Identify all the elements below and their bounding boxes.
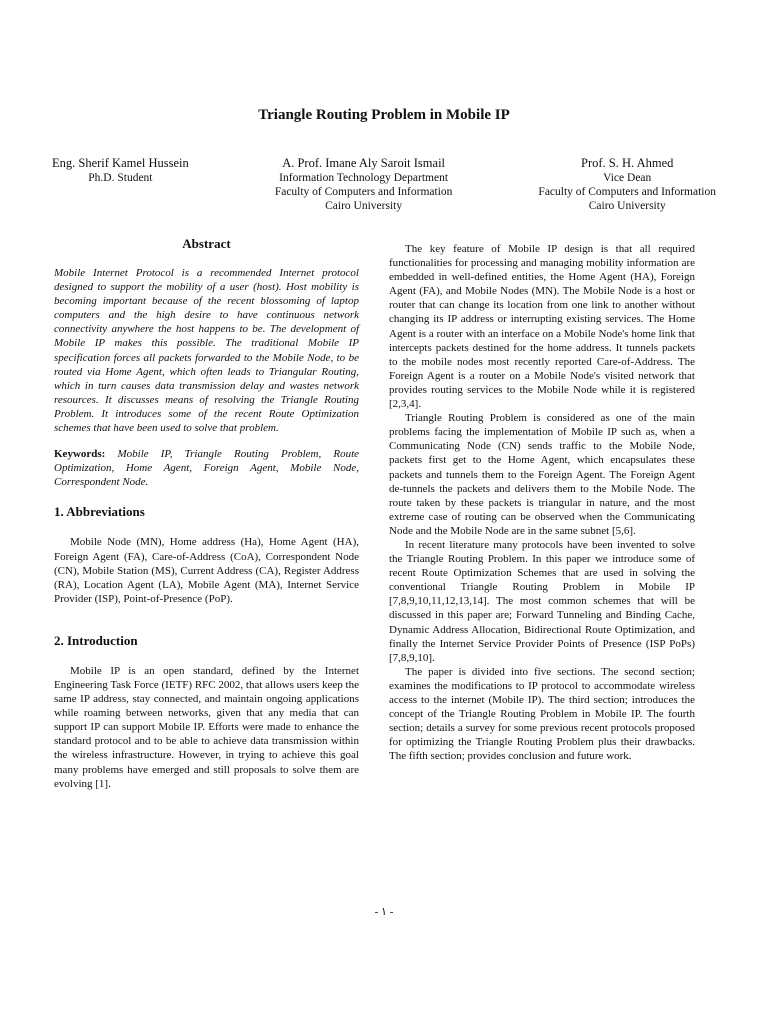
introduction-paragraph: In recent literature many protocols have been invented to solve the Triangle Routing Problem. In this paper we introduce some of recent Route Optimization Schemes that are used in solving the conventional Triangle Routing Problem in Mobile IP [7,8,9,10,11,12,13,14]. The most common schemes that will be discussed in this paper are; Forward Tunneling and Binding Cache, Dynamic Address Allocation, Bidirectional Route Optimization, and finally the Internet Service Provider Points of Presence (ISP PoPs) [7,8,9,10]. [389, 538, 695, 664]
right-column [389, 242, 695, 763]
author-1-name: Eng. Sherif Kamel Hussein [52, 156, 189, 170]
author-2-affiliation-line: Cairo University [325, 200, 403, 212]
abstract-heading: Abstract [182, 236, 231, 251]
keywords-paragraph [54, 447, 359, 489]
author-3-affiliation-line: Faculty of Computers and Information [538, 186, 716, 198]
abstract-body: Mobile Internet Protocol is a recommended Internet protocol designed to support the mobility of a user (host). Host mobility is becoming important because of the recent blossoming of laptop computers and the high desire to have continuous network connectivity anywhere the host happens to be. The development of Mobile IP makes this possible. The traditional Mobile IP specification forces all packets forwarded to the Mobile Node, to be routed via Home Agent, which often leads to Triangular Routing, which in turn causes data transmission delay and wastes network resources. It discusses means of resolving the Triangle Routing Problem. It introduces some of the recent Route Optimization schemes that have been used to solve that problem. [54, 267, 359, 435]
introduction-paragraph: The paper is divided into five sections. The second section; examines the modifications to IP protocol to accommodate wireless access to the internet (Mobile IP). The third section; introduces the concept of the Triangle Routing Problem in Mobile IP. The fourth section; details a survey for some previous recent protocols proposed for optimizing the Triangle Routing Problem plus their drawbacks. The fifth section; provides conclusion and future work. [389, 665, 695, 763]
introduction-heading: 2. Introduction [54, 632, 138, 648]
introduction-paragraph: Triangle Routing Problem is considered as one of the main problems facing the implementation of Mobile IP such as, when a Communicating Node (CN) sends traffic to the Mobile Node, packets first get to the Home Agent, which encapsulates these packets and tunnels them to the Foreign Agent. The Foreign Agent de-tunnels the packets and delivers them to the Mobile Node. The route taken by these packets is triangular in nature, and the most extreme case of routing can be observed when the Communicating Node and the Mobile Node are in the same subnet [5,6]. [389, 412, 695, 537]
author-2-affiliation-line: Information Technology Department [279, 172, 449, 184]
introduction-paragraph: Mobile IP is an open standard, defined by the Internet Engineering Task Force (IETF) RFC 2002, that allows users keep the same IP address, stay connected, and maintain ongoing applications while roaming between networks, given that any media that can support IP can support Mobile IP. Efforts were made to enhance the standard protocol and to be able to achieve data transmission within the wireless infrastructure. However, in trying to achieve this goal many problems have emerged and still proposals to solve them are evolving [1]. [54, 664, 359, 790]
author-2-name: A. Prof. Imane Aly Saroit Ismail [282, 156, 446, 170]
author-block [52, 155, 716, 213]
author-3-name: Prof. S. H. Ahmed [581, 156, 674, 170]
author-2-affiliation-line: Faculty of Computers and Information [274, 186, 453, 198]
author-1-affiliation-line: Ph.D. Student [88, 172, 153, 184]
author-3-affiliation-line: Vice Dean [603, 172, 652, 184]
abbreviations-heading: 1. Abbreviations [54, 504, 145, 520]
left-column [54, 236, 359, 791]
author-1 [52, 155, 189, 213]
introduction-paragraph: The key feature of Mobile IP design is that all required functionalities for processing and managing mobility information are embedded in well-defined entities, the Home Agent (HA), Foreign Agent (FA), and Mobile Nodes (MN). The Mobile Node is a host or router that can change its location from one link to another without changing its IP address or interrupting existing services. The Home Agent is a router with an interface on a Mobile Node's home link that intercepts packets destined for the home address. It tunnels packets to the mobile nodes most recently reported Care-of-Address. The Foreign Agent is a router on a Mobile Node's visited network that provides routing services to the Mobile Node while it is registered [2,3,4]. [389, 243, 695, 411]
author-2 [275, 155, 453, 213]
page-number: - ١ - [374, 906, 394, 918]
abbreviations-body: Mobile Node (MN), Home address (Ha), Home Agent (HA), Foreign Agent (FA), Care-of-Address (CoA), Correspondent Node (CN), Mobile Station (MS), Current Address (CA), Register Address (RA), Location Agent (LA), Mobile Agent (MA), Internet Service Provider (ISP), Point-of-Presence (PoP). [54, 536, 359, 605]
keywords-text: Mobile IP, Triangle Routing Problem, Route Optimization, Home Agent, Foreign Agent, Mobile Node, Correspondent Node. [54, 448, 360, 489]
author-3-affiliation-line: Cairo University [588, 200, 666, 212]
author-3 [538, 155, 716, 213]
paper-title: Triangle Routing Problem in Mobile IP [258, 107, 510, 123]
keywords-label: Keywords: [54, 448, 106, 461]
